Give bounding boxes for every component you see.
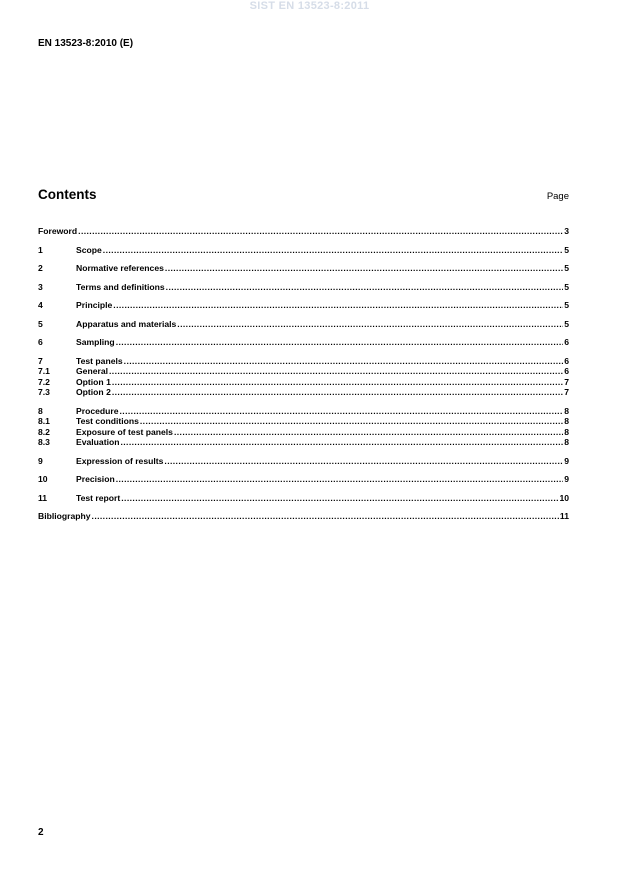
toc-entry-page: 7 bbox=[564, 387, 569, 397]
toc-entry-title: Foreword bbox=[38, 226, 78, 236]
toc-entry[interactable] bbox=[38, 474, 569, 485]
toc-entry[interactable] bbox=[38, 427, 569, 438]
toc-entry-number: 7.2 bbox=[38, 376, 50, 387]
contents-heading: Contents bbox=[38, 187, 97, 202]
toc-entry-number: 7 bbox=[38, 355, 43, 366]
toc-entry-page: 8 bbox=[564, 437, 569, 447]
toc-entry[interactable] bbox=[38, 416, 569, 427]
toc-dot-leader bbox=[164, 456, 563, 467]
toc-entry-title: Test conditions bbox=[76, 416, 139, 426]
toc-entry-title: Test report bbox=[76, 492, 121, 503]
page-number: 2 bbox=[38, 827, 44, 838]
document-reference: EN 13523-8:2010 (E) bbox=[38, 38, 134, 49]
toc-dot-leader bbox=[78, 226, 563, 237]
toc-entry-title: Exposure of test panels bbox=[76, 426, 173, 437]
toc-entry-number: 8.1 bbox=[38, 416, 50, 426]
toc-entry-number: 9 bbox=[38, 455, 43, 466]
toc-dot-leader bbox=[121, 493, 558, 504]
toc-entry[interactable] bbox=[38, 493, 569, 504]
toc-dot-leader bbox=[112, 387, 563, 398]
toc-entry-title: General bbox=[76, 366, 109, 376]
toc-dot-leader bbox=[120, 437, 563, 448]
toc-entry-page: 6 bbox=[564, 337, 569, 347]
table-of-contents bbox=[38, 226, 569, 522]
toc-entry-title: Option 2 bbox=[76, 387, 111, 397]
toc-entry-page: 6 bbox=[564, 355, 569, 366]
toc-entry-page: 5 bbox=[564, 263, 569, 273]
toc-entry[interactable] bbox=[38, 282, 569, 293]
toc-dot-leader bbox=[92, 511, 559, 522]
toc-entry-page: 11 bbox=[559, 511, 569, 521]
toc-dot-leader bbox=[174, 427, 563, 438]
toc-entry[interactable] bbox=[38, 511, 569, 522]
toc-entry-number: 11 bbox=[38, 492, 48, 503]
toc-entry-title: Precision bbox=[76, 474, 115, 484]
toc-entry-number: 1 bbox=[38, 244, 43, 255]
toc-entry-title: Procedure bbox=[76, 405, 119, 416]
toc-entry-title: Terms and definitions bbox=[76, 281, 165, 292]
toc-entry-page: 8 bbox=[564, 405, 569, 416]
toc-dot-leader bbox=[177, 319, 563, 330]
watermark-text: SIST EN 13523-8:2011 bbox=[249, 0, 370, 12]
toc-entry-number: 8 bbox=[38, 405, 43, 416]
page-column-label: Page bbox=[546, 191, 569, 202]
toc-entry-number: 6 bbox=[38, 337, 43, 347]
toc-dot-leader bbox=[116, 474, 564, 485]
toc-entry-title: Principle bbox=[76, 300, 113, 310]
toc-entry-number: 3 bbox=[38, 281, 43, 292]
toc-entry-title: Test panels bbox=[76, 355, 123, 366]
toc-entry-title: Scope bbox=[76, 244, 102, 255]
toc-entry[interactable] bbox=[38, 319, 569, 330]
toc-entry[interactable] bbox=[38, 387, 569, 398]
toc-entry-number: 8.2 bbox=[38, 426, 50, 437]
toc-entry[interactable] bbox=[38, 300, 569, 311]
toc-entry-title: Bibliography bbox=[38, 511, 91, 521]
toc-entry-page: 7 bbox=[564, 376, 569, 387]
toc-dot-leader bbox=[112, 377, 563, 388]
toc-entry-number: 2 bbox=[38, 263, 43, 273]
toc-entry-number: 7.1 bbox=[38, 366, 50, 376]
toc-entry-page: 9 bbox=[564, 455, 569, 466]
toc-entry-title: Normative references bbox=[76, 263, 164, 273]
toc-entry-page: 5 bbox=[564, 281, 569, 292]
toc-entry-page: 5 bbox=[564, 244, 569, 255]
toc-dot-leader bbox=[166, 282, 564, 293]
toc-dot-leader bbox=[109, 366, 563, 377]
toc-entry-page: 8 bbox=[564, 416, 569, 426]
toc-dot-leader bbox=[113, 300, 563, 311]
toc-entry[interactable] bbox=[38, 437, 569, 448]
toc-entry[interactable] bbox=[38, 456, 569, 467]
toc-entry[interactable] bbox=[38, 245, 569, 256]
toc-entry[interactable] bbox=[38, 337, 569, 348]
toc-dot-leader bbox=[140, 416, 563, 427]
toc-entry-number: 8.3 bbox=[38, 437, 50, 447]
toc-dot-leader bbox=[165, 263, 563, 274]
toc-entry-page: 9 bbox=[564, 474, 569, 484]
toc-entry-title: Expression of results bbox=[76, 455, 164, 466]
toc-entry-title: Evaluation bbox=[76, 437, 120, 447]
toc-entry[interactable] bbox=[38, 226, 569, 237]
toc-entry[interactable] bbox=[38, 377, 569, 388]
toc-entry-title: Apparatus and materials bbox=[76, 318, 177, 329]
toc-entry-page: 3 bbox=[564, 226, 569, 236]
toc-entry-title: Option 1 bbox=[76, 376, 111, 387]
toc-dot-leader bbox=[124, 356, 564, 367]
toc-entry-number: 10 bbox=[38, 474, 48, 484]
toc-entry-page: 5 bbox=[564, 300, 569, 310]
toc-entry-title: Sampling bbox=[76, 337, 115, 347]
toc-entry-page: 6 bbox=[564, 366, 569, 376]
toc-entry-number: 7.3 bbox=[38, 387, 50, 397]
toc-dot-leader bbox=[116, 337, 564, 348]
toc-dot-leader bbox=[103, 245, 563, 256]
toc-entry[interactable] bbox=[38, 406, 569, 417]
toc-entry-number: 5 bbox=[38, 318, 43, 329]
toc-entry-page: 10 bbox=[559, 492, 569, 503]
toc-entry[interactable] bbox=[38, 366, 569, 377]
toc-entry[interactable] bbox=[38, 263, 569, 274]
toc-entry[interactable] bbox=[38, 356, 569, 367]
toc-dot-leader bbox=[120, 406, 564, 417]
toc-entry-number: 4 bbox=[38, 300, 43, 310]
toc-entry-page: 8 bbox=[564, 426, 569, 437]
toc-entry-page: 5 bbox=[564, 318, 569, 329]
